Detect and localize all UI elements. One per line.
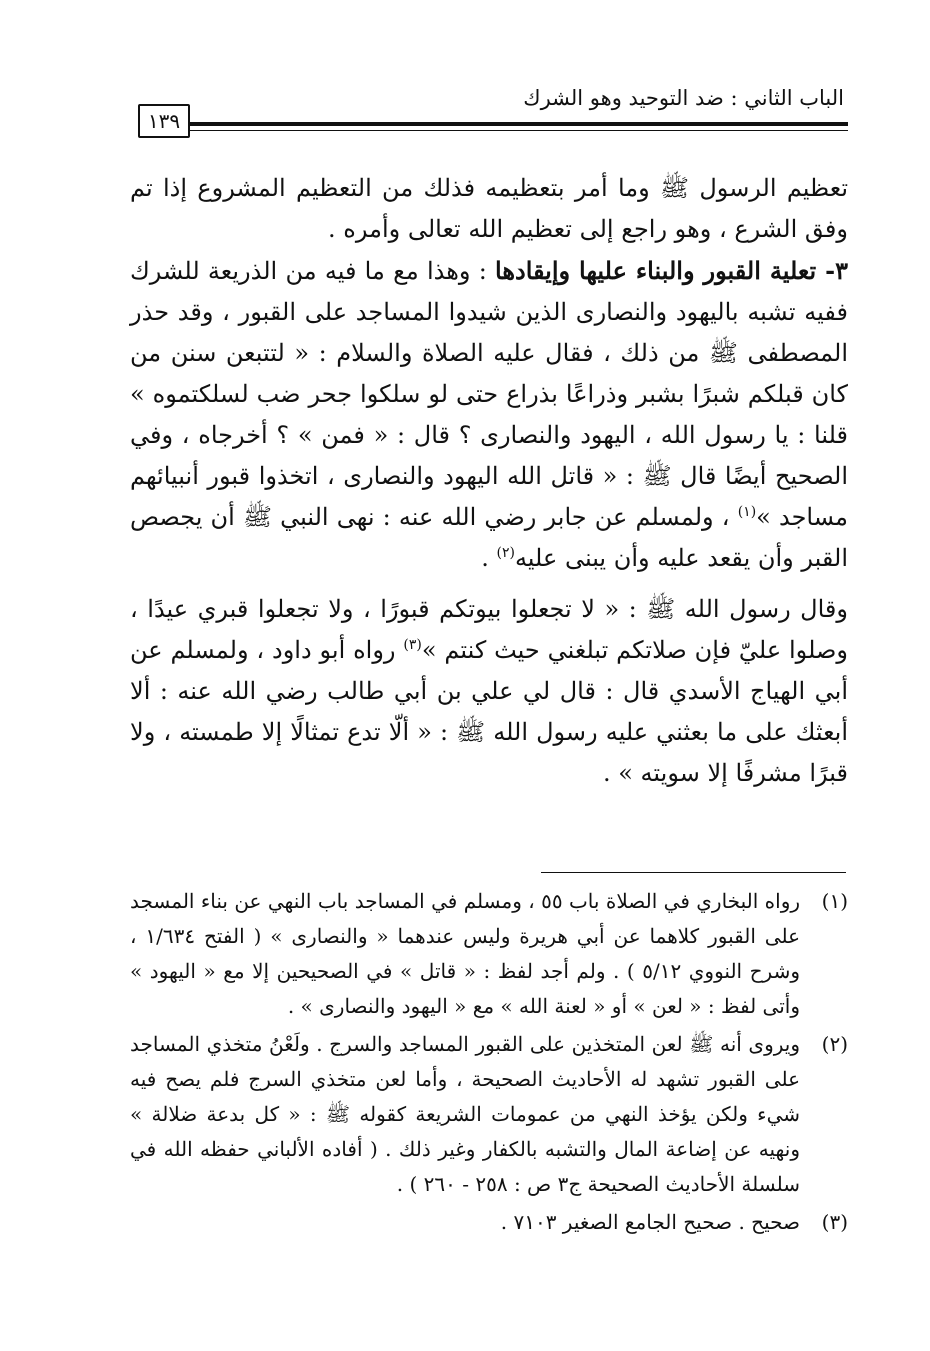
item-text-2: ، ولمسلم عن جابر رضي الله عنه : نهى النبي ﷺ أن يجصص القبر وأن يقعد عليه وأن يبنى عليه (130, 503, 848, 572)
footnote-text: رواه البخاري في الصلاة باب ٥٥ ، ومسلم في المساجد باب النهي عن بناء المسجد على القبور كلاهما عن أبي هريرة وليس عندهما « والنصارى » ( الفتح ١/٦٣٤ ، وشرح النووي ٥/١٢ ) . ولم أجد لفظ : « قاتل » في الصحيحين إلا مع « اليهود » وأتى لفظ : « لعن » أو « لعنة الله » مع « اليهود والنصارى » . (130, 889, 801, 1018)
running-title: الباب الثاني : ضد التوحيد وهو الشرك (523, 86, 844, 110)
item-text-3: . (481, 544, 497, 572)
footnote-number: (٣) (821, 1210, 848, 1234)
footnote-number: (١) (821, 889, 848, 913)
footnotes (130, 884, 848, 1240)
list-item-3 (130, 250, 848, 579)
footnote-2 (130, 1027, 848, 1202)
footnote-number: (٢) (821, 1032, 848, 1056)
item-number: ٣- (816, 256, 848, 285)
header-rule-thick (188, 122, 848, 126)
page-header (130, 84, 848, 144)
paragraph-4-text-b: رواه أبو داود ، ولمسلم عن أبي الهياج الأسدي قال : قال لي علي بن أبي طالب رضي الله عنه : ألا أبعثك على ما بعثني عليه رسول الله ﷺ : « ألّا تدع تمثالًا إلا طمسته ، ولا قبرًا مشرفًا إلا سويته » . (130, 636, 848, 787)
footnote-ref-3[interactable]: (٣) (403, 637, 422, 653)
header-rule-thin (188, 130, 848, 131)
footnote-1 (130, 884, 848, 1024)
footnote-3 (130, 1205, 848, 1240)
footnote-text: صحيح . صحيح الجامع الصغير ٧١٠٣ . (500, 1210, 800, 1234)
footnote-ref-1[interactable]: (١) (737, 504, 757, 520)
footnote-separator (541, 872, 846, 873)
paragraph-4 (130, 589, 848, 794)
page-number: ١٣٩ (138, 104, 190, 138)
footnote-text: ويروى أنه ﷺ لعن المتخذين على القبور المساجد والسرج . ولَعْنُ متخذي المساجد على القبور تشهد له الأحاديث الصحيحة ، وأما لعن متخذي السرج فلم يصح فيه شيء ولكن يؤخذ النهي من عمومات الشريعة كقوله ﷺ : « كل بدعة ضلالة » ونهيه عن إضاعة المال والتشبه بالكفار وغير ذلك . ( أفاده الألباني حفظه الله في سلسلة الأحاديث الصحيحة ج٣ ص : ٢٥٨ - ٢٦٠ ) . (130, 1032, 801, 1196)
item-title: تعلية القبور والبناء عليها وإيقادها (495, 256, 817, 285)
footnote-ref-2[interactable]: (٢) (496, 545, 515, 561)
item-text: : وهذا مع ما فيه من الذريعة للشرك ففيه تشبه باليهود والنصارى الذين شيدوا المساجد على القبور ، وقد حذر المصطفى ﷺ من ذلك ، فقال عليه الصلاة والسلام : « لتتبعن سنن من كان قبلكم شبرًا بشبر وذراعًا بذراع حتى لو سلكوا جحر ضب لسلكتموه » قلنا : يا رسول الله ، اليهود والنصارى ؟ قال : « فمن » ؟ أخرجاه ، وفي الصحيح أيضًا قال ﷺ : « قاتل الله اليهود والنصارى ، اتخذوا قبور أنبيائهم مساجد » (130, 257, 849, 531)
paragraph-4-text-a: وقال رسول الله ﷺ : « لا تجعلوا بيوتكم قبورًا ، ولا تجعلوا قبري عيدًا ، وصلوا عليّ فإن صلاتكم تبلغني حيث كنتم » (130, 595, 848, 664)
main-text (130, 168, 848, 794)
paragraph-1: تعظيم الرسول ﷺ وما أمر بتعظيمه فذلك من التعظيم المشروع إذا تم وفق الشرع ، وهو راجع إلى تعظيم الله تعالى وأمره . (130, 174, 848, 243)
